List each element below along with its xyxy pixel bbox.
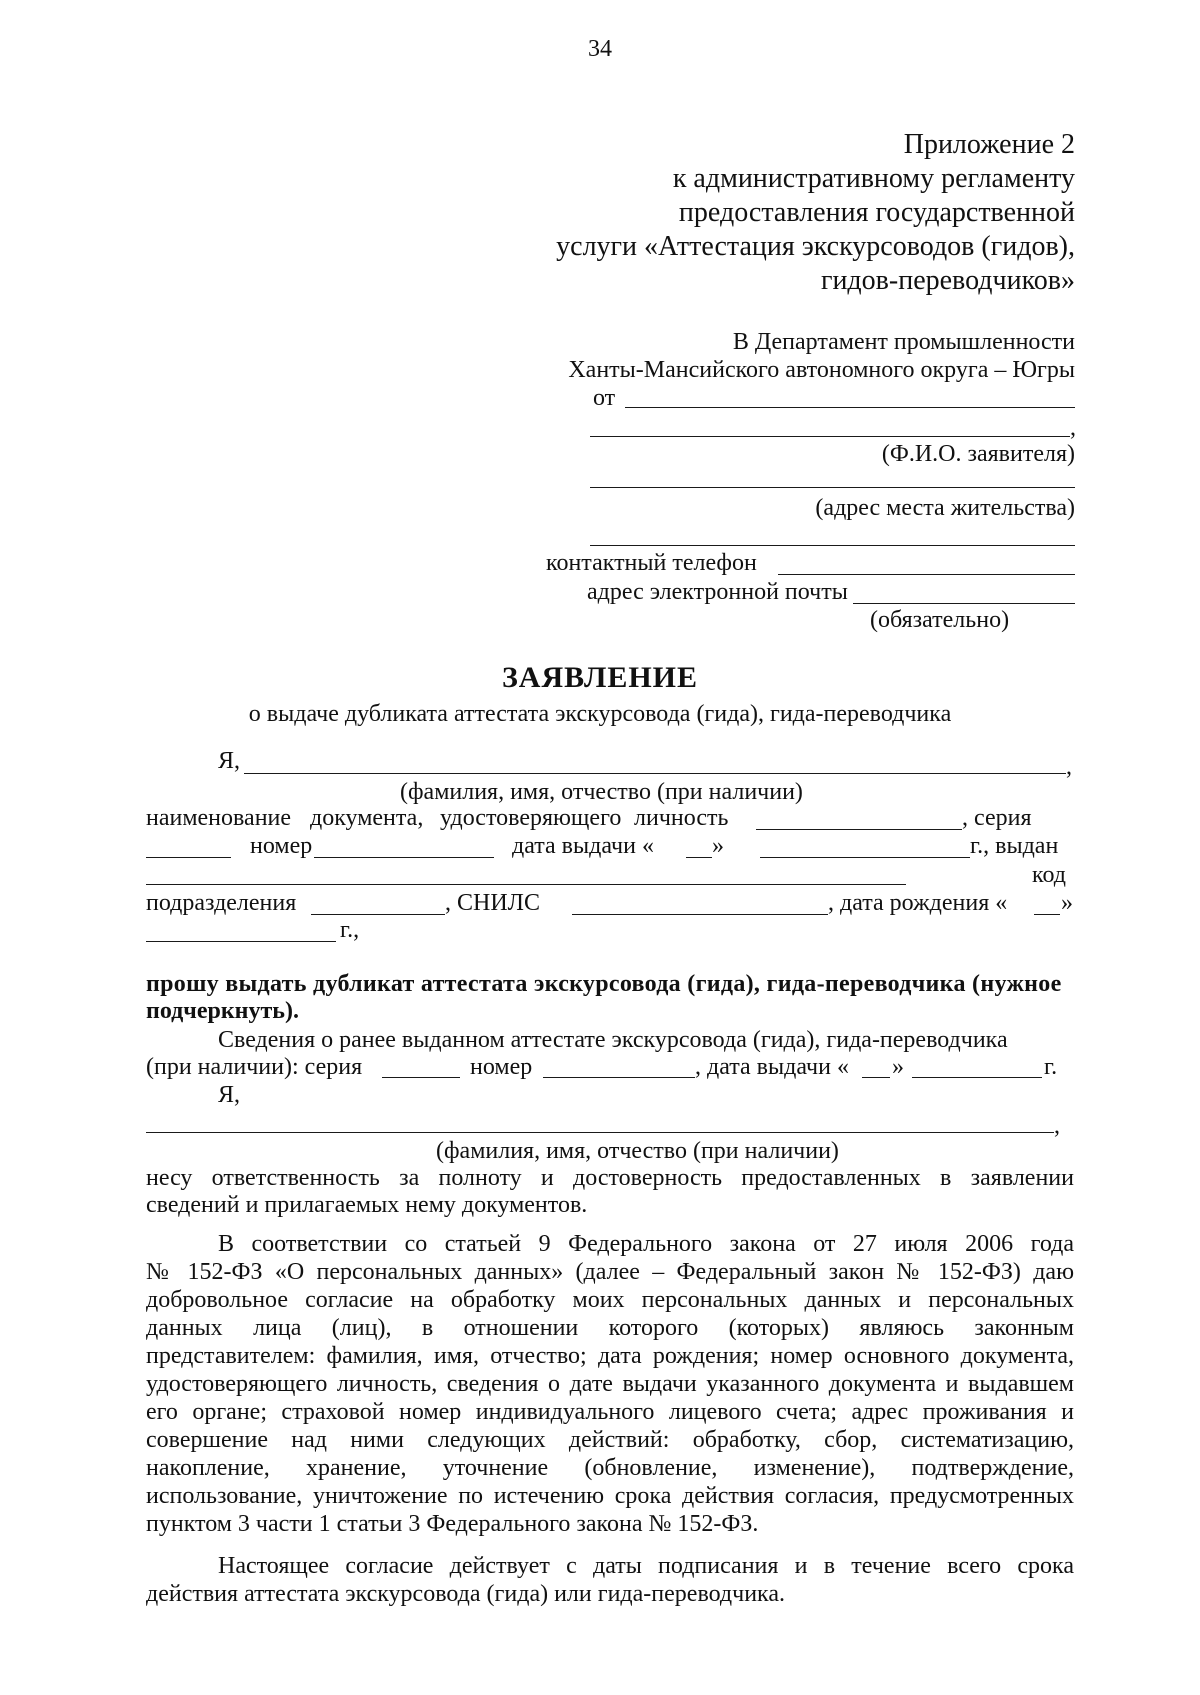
consent-line: совершение над ними следующих действий: обработку, сбор, систематизацию,	[146, 1427, 1074, 1453]
series-label: , серия	[962, 805, 1032, 831]
quote-close: »	[712, 833, 724, 859]
applicant-name-line-2[interactable]	[590, 436, 1070, 437]
id-doc-word: личность	[634, 805, 729, 831]
consent-line: данных лица (лиц), в отношении которого (которых) являюсь законным	[146, 1315, 1074, 1341]
validity-text: действия аттестата экскурсовода (гида) или гида-переводчика.	[146, 1581, 785, 1607]
birth-day-line[interactable]	[1034, 914, 1060, 915]
address-line-2[interactable]	[590, 545, 1075, 546]
request-text: прошу выдать дубликат аттестата экскурсовода (гида), гида-переводчика (нужное	[146, 971, 1062, 997]
responsibility-text: сведений и прилагаемых нему документов.	[146, 1192, 588, 1218]
appendix-line: услуги «Аттестация экскурсоводов (гидов),	[556, 231, 1075, 262]
appendix-line: к административному регламенту	[672, 163, 1075, 194]
id-doc-word: удостоверяющего	[440, 805, 622, 831]
consent-line: его органе; страховой номер индивидуального лицевого счета; адрес проживания и	[146, 1399, 1074, 1425]
consent-line: № 152-ФЗ «О персональных данных» (далее – Федеральный закон № 152-ФЗ) даю	[146, 1259, 1074, 1285]
validity-text: Настоящее согласие действует с даты подписания и в течение всего срока	[218, 1553, 1074, 1579]
subdivision-label: подразделения	[146, 890, 297, 916]
issue-day-line[interactable]	[686, 857, 712, 858]
quote-close: »	[892, 1054, 904, 1080]
previous-day-line[interactable]	[862, 1077, 890, 1078]
email-line[interactable]	[853, 603, 1075, 604]
previous-series-line[interactable]	[382, 1077, 460, 1078]
ya-label: Я,	[218, 748, 241, 774]
previous-series-label: (при наличии): серия	[146, 1054, 363, 1080]
previous-month-line[interactable]	[912, 1077, 1042, 1078]
phone-line[interactable]	[778, 574, 1075, 575]
series-line[interactable]	[146, 857, 231, 858]
quote-close: »	[1061, 890, 1073, 916]
id-doc-word: документа,	[310, 805, 424, 831]
comma: ,	[1070, 415, 1076, 441]
appendix-title: Приложение 2	[903, 129, 1075, 160]
addressee-region: Ханты-Мансийского автономного округа – Югры	[568, 357, 1075, 383]
appendix-line: предоставления государственной	[678, 197, 1075, 228]
previous-certificate-text: Сведения о ранее выданном аттестате экскурсовода (гида), гида-переводчика	[218, 1027, 1008, 1053]
applicant-name-line[interactable]	[625, 407, 1075, 408]
previous-year-label: г.	[1044, 1054, 1058, 1080]
previous-date-label: , дата выдачи «	[695, 1054, 849, 1080]
number-label: номер	[250, 833, 313, 859]
issued-by-line[interactable]	[146, 884, 906, 885]
ya-label: Я,	[218, 1082, 241, 1108]
number-line[interactable]	[314, 857, 494, 858]
page-number: 34	[588, 36, 612, 62]
comma: ,	[1054, 1113, 1060, 1139]
consent-line: В соответствии со статьей 9 Федерального закона от 27 июля 2006 года	[218, 1231, 1074, 1257]
fio-caption: (Ф.И.О. заявителя)	[881, 441, 1075, 467]
birth-date-label: , дата рождения «	[828, 890, 1008, 916]
consent-line: пунктом 3 части 1 статьи 3 Федерального закона № 152-ФЗ.	[146, 1511, 759, 1537]
birth-month-line[interactable]	[146, 941, 336, 942]
required-caption: (обязательно)	[870, 607, 1010, 633]
subdivision-code-line[interactable]	[311, 914, 445, 915]
from-label: от	[593, 385, 616, 411]
addressee-department: В Департамент промышленности	[732, 329, 1075, 355]
snils-label: , СНИЛС	[445, 890, 540, 916]
applicant-fullname-line[interactable]	[244, 773, 1066, 774]
document-subtitle: о выдаче дубликата аттестата экскурсовода (гида), гида-переводчика	[248, 701, 952, 727]
year-label: г.,	[340, 917, 360, 943]
consent-line: удостоверяющего личность, сведения о дате выдачи указанного документа и выдавшем	[146, 1371, 1074, 1397]
code-label: код	[1032, 862, 1066, 888]
email-label: адрес электронной почты	[587, 579, 848, 605]
issue-date-label: дата выдачи «	[512, 833, 654, 859]
responsibility-text: несу ответственность за полноту и достоверность предоставленных в заявлении	[146, 1165, 1074, 1191]
consent-line: представителем: фамилия, имя, отчество; дата рождения; номер основного документа,	[146, 1343, 1074, 1369]
appendix-line: гидов-переводчиков»	[820, 265, 1075, 296]
document-title: ЗАЯВЛЕНИЕ	[501, 661, 699, 694]
address-caption: (адрес места жительства)	[815, 495, 1075, 521]
comma: ,	[1066, 754, 1072, 780]
id-doc-word: наименование	[146, 805, 292, 831]
consent-line: накопление, хранение, уточнение (обновление, изменение), подтверждение,	[146, 1455, 1074, 1481]
previous-number-line[interactable]	[543, 1077, 695, 1078]
consent-line: использование, уничтожение по истечению срока действия согласия, предусмотренных	[146, 1483, 1074, 1509]
previous-number-label: номер	[470, 1054, 533, 1080]
fullname-caption: (фамилия, имя, отчество (при наличии)	[400, 779, 803, 805]
issued-by-label: г., выдан	[970, 833, 1059, 859]
phone-label: контактный телефон	[546, 550, 757, 576]
address-line[interactable]	[590, 487, 1075, 488]
responsible-fullname-line[interactable]	[146, 1132, 1054, 1133]
snils-line[interactable]	[572, 914, 828, 915]
request-text: подчеркнуть).	[146, 998, 299, 1024]
id-doc-name-line[interactable]	[756, 829, 962, 830]
consent-line: добровольное согласие на обработку моих персональных данных и персональных	[146, 1287, 1074, 1313]
issue-month-line[interactable]	[760, 857, 970, 858]
fullname-caption: (фамилия, имя, отчество (при наличии)	[436, 1138, 839, 1164]
